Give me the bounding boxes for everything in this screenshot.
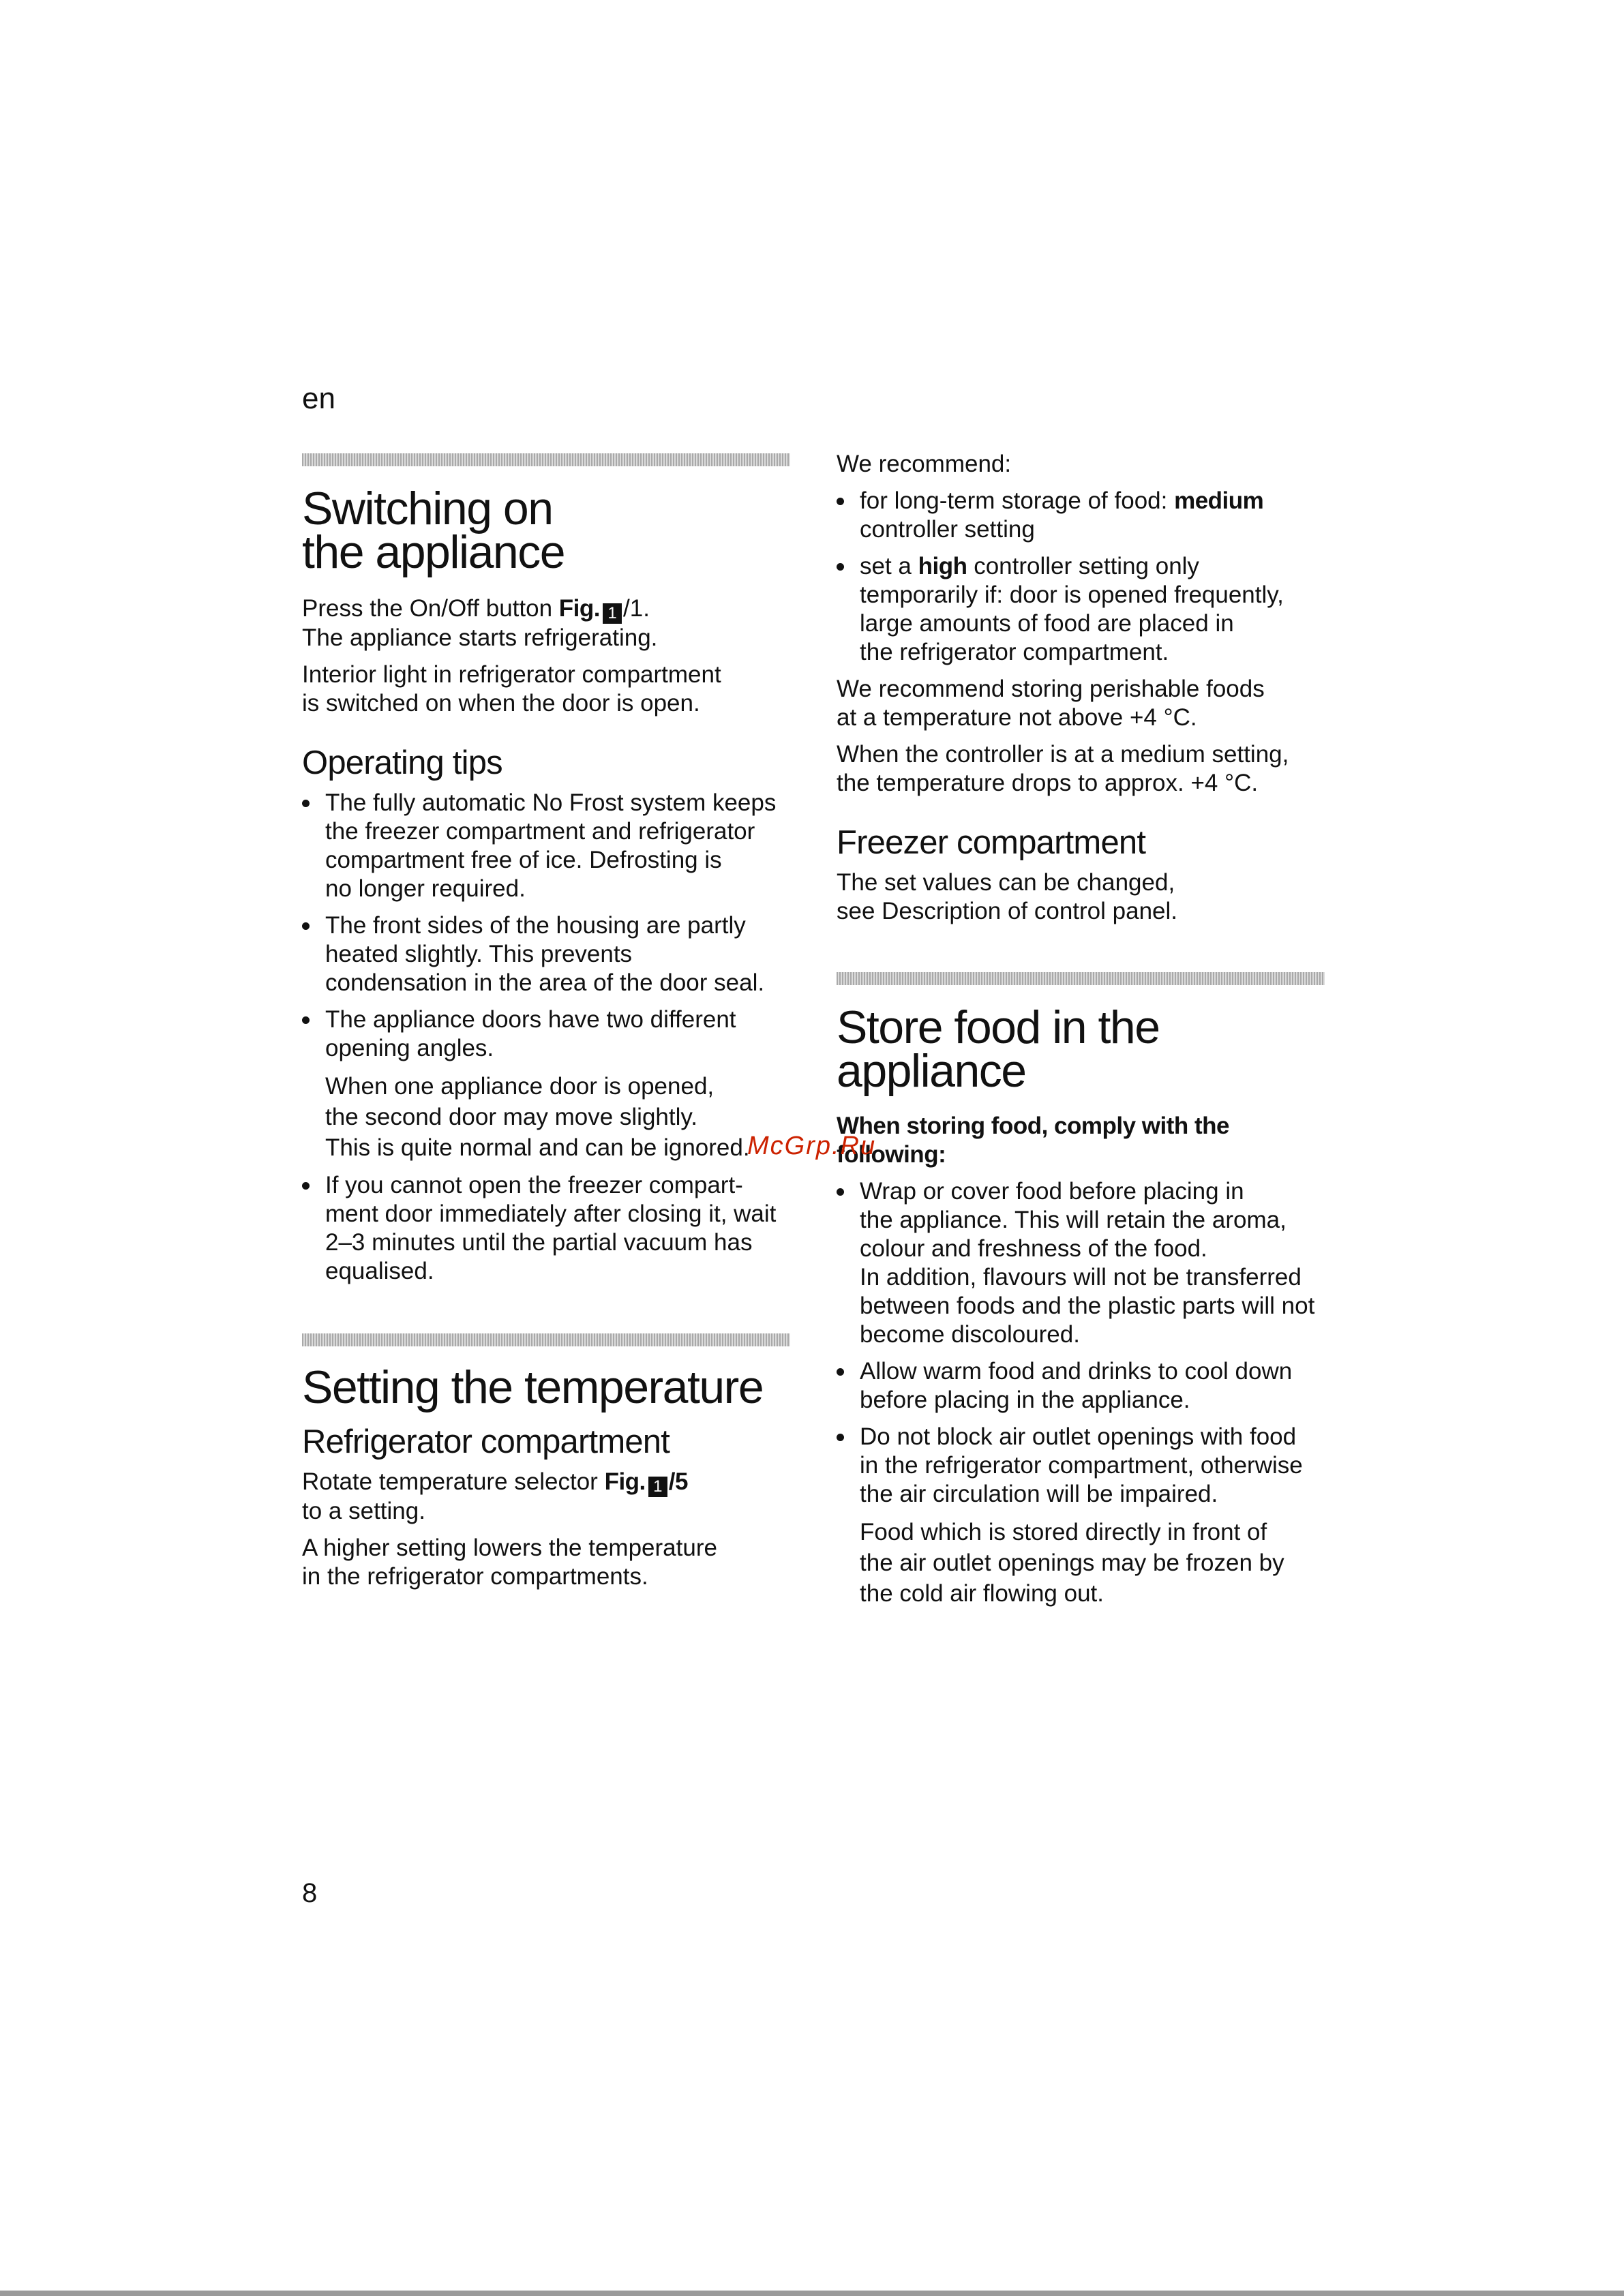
list-item: Allow warm food and drinks to cool down before placing in the appliance. <box>837 1357 1331 1415</box>
fig-reference: Fig. <box>604 1468 646 1495</box>
bullet-icon <box>837 1434 844 1441</box>
bullet-icon <box>302 1016 310 1024</box>
operating-tips-list <box>302 789 793 1286</box>
fridge-paragraph-1: Rotate temperature selector Fig. 1 /5 to a setting. <box>302 1468 688 1524</box>
list-item: The fully automatic No Frost system keeps the freezer compartment and refrigerator compartment free of ice. Defrosting is no longer required. <box>302 789 793 903</box>
bullet-icon <box>837 498 844 505</box>
switch-paragraph-1: Press the On/Off button Fig. 1 /1. The appliance starts refrigerating. <box>302 595 658 651</box>
recommend-list <box>837 487 1331 667</box>
store-food-list <box>837 1177 1331 1609</box>
bullet-icon <box>837 1188 844 1196</box>
bullet-icon <box>302 922 310 930</box>
setting-temperature-title: Setting the temperature <box>302 1361 764 1413</box>
list-item: set a high controller setting only temporarily if: door is opened frequently, large amounts of food are placed in the refrigerator compartment. <box>837 552 1331 667</box>
bottom-edge-line <box>0 2291 1624 2296</box>
recommend-intro: We recommend: <box>837 451 1012 477</box>
list-item: for long-term storage of food: medium controller setting <box>837 487 1331 544</box>
bullet-icon <box>302 800 310 807</box>
language-label: en <box>302 382 335 415</box>
list-item: Wrap or cover food before placing in the appliance. This will retain the aroma, colour and freshness of the food. In addition, flavours will not be transferred between foods and the plastic parts will not become discoloured. <box>837 1177 1331 1349</box>
fridge-paragraph-2: A higher setting lowers the temperature in the refrigerator compartments. <box>302 1535 717 1590</box>
perishable-paragraph: We recommend storing perishable foods at a temperature not above +4 °C. <box>837 676 1265 731</box>
section-divider <box>302 453 790 466</box>
bullet-icon <box>837 1368 844 1376</box>
refrigerator-compartment-title: Refrigerator compartment <box>302 1423 670 1460</box>
store-food-title: Store food in the appliance <box>837 1001 1160 1097</box>
store-lead: When storing food, comply with the following: <box>837 1113 1230 1168</box>
list-item: Do not block air outlet openings with food in the refrigerator compartment, otherwise the air circulation will be impaired. Food which is stored directly in front of the air outlet openings may be frozen by the cold air flowing out. <box>837 1423 1331 1609</box>
medium-setting-paragraph: When the controller is at a medium setting, the temperature drops to approx. +4 °C. <box>837 741 1289 796</box>
list-item: If you cannot open the freezer compart- ment door immediately after closing it, wait 2–3 minutes until the partial vacuum has equalised. <box>302 1171 793 1286</box>
list-item: The front sides of the housing are partly heated slightly. This prevents condensation in the area of the door seal. <box>302 911 793 997</box>
bullet-icon <box>837 563 844 571</box>
page-number: 8 <box>302 1878 318 1908</box>
fig-reference: Fig. <box>558 595 600 622</box>
store-sub-paragraph: Food which is stored directly in front of the air outlet openings may be frozen by the cold air flowing out. <box>860 1519 1284 1607</box>
figure-number-badge: 1 <box>603 603 622 624</box>
list-item: The appliance doors have two different opening angles. When one appliance door is opened, the second door may move slightly. This is quite normal and can be ignored. <box>302 1006 793 1163</box>
freezer-paragraph: The set values can be changed, see Description of control panel. <box>837 869 1177 924</box>
switching-on-title: Switching on the appliance <box>302 483 565 578</box>
section-divider <box>837 972 1325 985</box>
right-column <box>837 450 1331 1617</box>
section-divider <box>302 1333 790 1346</box>
tip-sub-paragraph: When one appliance door is opened, the second door may move slightly. This is quite normal and can be ignored. <box>325 1073 750 1161</box>
watermark-text: McGrp.Ru <box>747 1132 877 1160</box>
operating-tips-title: Operating tips <box>302 744 502 781</box>
figure-number-badge: 1 <box>648 1477 667 1497</box>
freezer-compartment-title: Freezer compartment <box>837 824 1146 861</box>
bullet-icon <box>302 1182 310 1190</box>
switch-paragraph-2: Interior light in refrigerator compartment is switched on when the door is open. <box>302 661 721 716</box>
left-column <box>302 453 793 1599</box>
